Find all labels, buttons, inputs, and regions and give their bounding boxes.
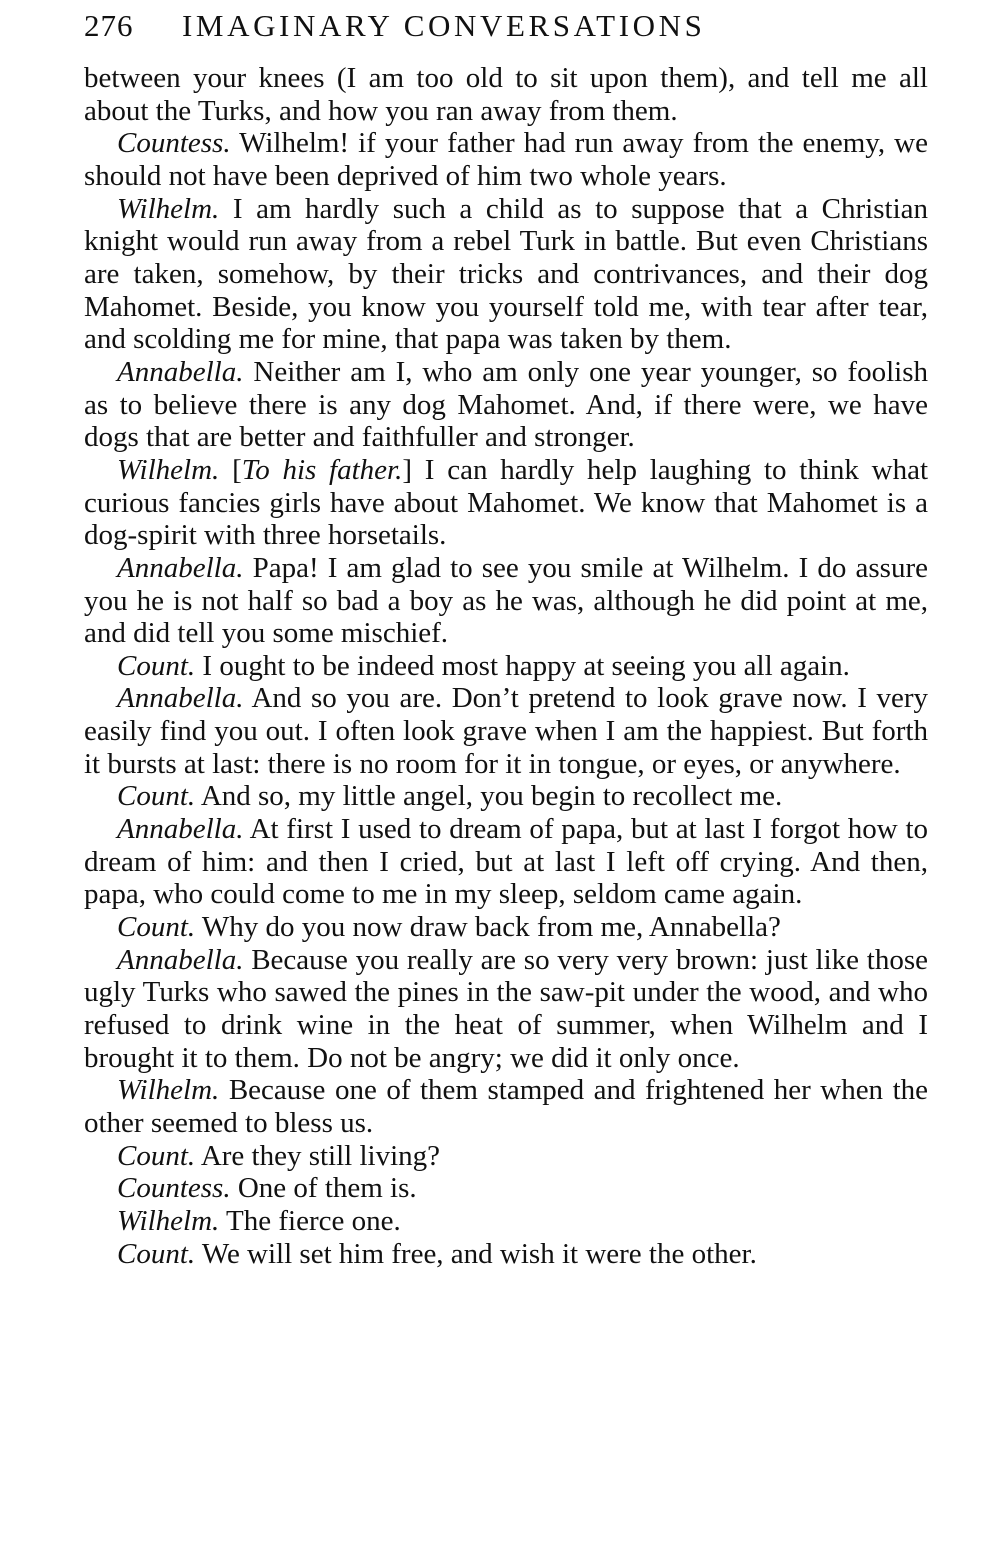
paragraph-text: Why do you now draw back from me, Annabella? (201, 911, 781, 944)
running-header (84, 6, 928, 46)
dialogue-paragraph (84, 552, 928, 650)
speaker-name: Wilhelm. (117, 192, 220, 225)
speaker-name: Countess. (117, 1172, 231, 1205)
paragraph-text: Wilhelm! if your father had run away from the enemy, we should not have been deprived of him two whole years. (84, 127, 929, 192)
paragraph-text: We will set him free, and wish it were the other. (201, 1237, 757, 1270)
speaker-name: Annabella. (117, 813, 244, 846)
paragraph-text: The fierce one. (226, 1204, 401, 1237)
dialogue-paragraph (84, 682, 928, 780)
speaker-name: Annabella. (117, 943, 244, 976)
dialogue-paragraph (84, 1140, 928, 1173)
dialogue-paragraph (84, 454, 928, 552)
paragraph-text: Papa! I am glad to see you smile at Wilhelm. I do assure you he is not half so bad a boy as he was, although he did point at me, and did tell you some mischief. (84, 551, 929, 650)
paragraph-text: I can hardly help laughing to think what curious fancies girls have about Mahomet. We know that Mahomet is a dog-spirit with three horsetails. (84, 453, 929, 552)
dialogue-paragraph (84, 127, 928, 192)
page-number: 276 (84, 8, 134, 43)
speaker-name: Annabella. (117, 551, 244, 584)
dialogue-paragraph (84, 1205, 928, 1238)
dialogue-paragraph (84, 356, 928, 454)
speaker-name: Count. (117, 1139, 196, 1172)
paragraph-text: Neither am I, who am only one year younger, so foolish as to believe there is any dog Mahomet. And, if there were, we have dogs that are better and faithfuller and stronger. (84, 355, 928, 454)
dialogue-paragraph (84, 1172, 928, 1205)
dialogue-paragraph (84, 911, 928, 944)
speaker-name: Wilhelm. (117, 453, 220, 486)
stage-direction: [To his father.] (232, 453, 413, 486)
paragraph-text: And so, my little angel, you begin to recollect me. (200, 780, 783, 813)
dialogue-text (84, 62, 928, 1270)
paragraph-text: At first I used to dream of papa, but at last I forgot how to dream of him: and then I cried, but at last I left off crying. And then, papa, who could come to me in my sleep, seldom came again. (84, 813, 928, 911)
dialogue-paragraph (84, 1238, 928, 1271)
dialogue-paragraph (84, 1074, 928, 1139)
speaker-name: Count. (117, 649, 196, 682)
paragraph-text: And so you are. Don’t pretend to look grave now. I very easily find you out. I often look grave when I am the happiest. But forth it bursts at last: there is no room for it in tongue, or eyes, or anywhere. (84, 682, 928, 780)
paragraph-text: between your knees (I am too old to sit upon them), and tell me all about the Turks, and how you ran away from them. (84, 62, 928, 127)
paragraph-text: One of them is. (237, 1172, 417, 1205)
stage-direction-text: To his father. (241, 453, 403, 486)
speaker-name: Count. (117, 1237, 196, 1270)
speaker-name: Annabella. (117, 355, 244, 388)
paragraph-text: I am hardly such a child as to suppose that a Christian knight would run away from a rebel Turk in battle. But even Christians are taken, somehow, by their tricks and contrivances, and their dog Mahomet. Beside, you know you yourself told me, with tear after tear, and scolding me for mine, that papa was taken by them. (84, 192, 929, 356)
dialogue-paragraph (84, 62, 928, 127)
dialogue-paragraph (84, 650, 928, 683)
speaker-name: Count. (117, 911, 196, 944)
speaker-name: Count. (117, 780, 196, 813)
speaker-name: Countess. (117, 127, 231, 160)
paragraph-text: Because you really are so very very brown: just like those ugly Turks who sawed the pines in the saw-pit under the wood, and who refused to drink wine in the heat of summer, when Wilhelm and I brought it to them. Do not be angry; we did it only once. (84, 943, 928, 1074)
dialogue-paragraph (84, 944, 928, 1075)
dialogue-paragraph (84, 193, 928, 356)
dialogue-paragraph (84, 813, 928, 911)
dialogue-paragraph (84, 780, 928, 813)
speaker-name: Wilhelm. (117, 1074, 220, 1107)
paragraph-text: Because one of them stamped and frightened her when the other seemed to bless us. (84, 1074, 928, 1139)
paragraph-text: I ought to be indeed most happy at seeing you all again. (202, 649, 850, 682)
speaker-name: Wilhelm. (117, 1204, 220, 1237)
paragraph-text: Are they still living? (200, 1139, 441, 1172)
running-title: IMAGINARY CONVERSATIONS (182, 8, 706, 43)
speaker-name: Annabella. (117, 682, 244, 715)
